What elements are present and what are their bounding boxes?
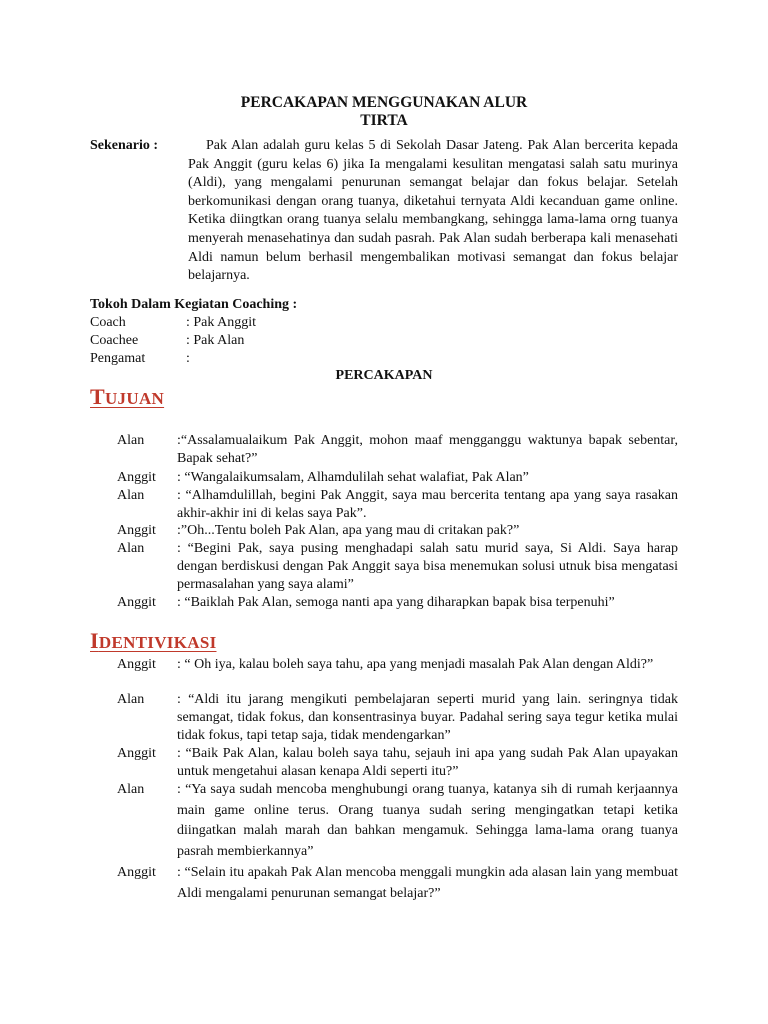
tokoh-role: Coachee	[90, 333, 139, 348]
dialog-line	[117, 469, 678, 487]
dialog-speaker: Alan	[117, 433, 145, 448]
dialog-line	[117, 863, 678, 904]
dialog-line	[117, 522, 678, 540]
dialog-speaker: Anggit	[117, 595, 156, 610]
tujuan-heading-initial: T	[90, 384, 105, 409]
dialog-line	[117, 656, 678, 674]
dialog-line	[117, 594, 678, 612]
dialog-text: : “Begini Pak, saya pusing menghadapi salah satu murid saya, Si Aldi. Saya harap dengan berdiskusi dengan Pak Anggit saya bisa menemukan solusi utnuk bisa mengatasi permasalahan yang saya alami”	[177, 541, 678, 592]
dialog-text: : “Selain itu apakah Pak Alan mencoba menggali mungkin ada alasan lain yang membuat Aldi mengalami penurunan semangat belajar?”	[177, 865, 678, 901]
identivikasi-heading-initial: I	[90, 628, 99, 653]
identivikasi-heading-rest: DENTIVIKASI	[98, 633, 217, 652]
dialog-speaker: Anggit	[117, 865, 156, 880]
dialog-text: :”Oh...Tentu boleh Pak Alan, apa yang mau di critakan pak?”	[177, 523, 520, 538]
dialog-text: : “Baiklah Pak Alan, semoga nanti apa yang diharapkan bapak bisa terpenuhi”	[177, 595, 615, 610]
dialog-text: : “Baik Pak Alan, kalau boleh saya tahu, sejauh ini apa yang sudah Pak Alan upayakan untuk mengetahui alasan kenapa Aldi seperti itu?”	[177, 746, 678, 779]
dialog-line	[117, 540, 678, 594]
title-line-2: TIRTA	[360, 112, 408, 129]
tokoh-row-coach	[90, 314, 490, 332]
percakapan-heading: PERCAKAPAN	[335, 368, 433, 383]
dialog-text: : “Alhamdulillah, begini Pak Anggit, saya mau bercerita tentang apa yang saya rasakan akhir-akhir ini di kelas saya Pak”.	[177, 488, 678, 521]
scenario-text: Pak Alan adalah guru kelas 5 di Sekolah Dasar Jateng. Pak Alan bercerita kepada Pak Anggit (guru kelas 6) jika Ia mengalami kesulitan mengatasi salah satu murinya (Aldi), yang mengalami penurunan semangat belajar dan fokus belajar. Setelah berkomunikasi dengan orang tuanya, diketahui ternyata Aldi kecanduan game online. Ketika diingtkan orang tuanya selalu membangkang, sehingga lama-lama orng tuanya menyerah menasehatinya dan sudah pasrah. Pak Alan sudah berberapa kali menasehati Aldi namun belum berhasil mengembalikan motivasi semangat dan fokus belajar belajarnya.	[188, 138, 678, 284]
dialog-text: : “Wangalaikumsalam, Alhamdulilah sehat walafiat, Pak Alan”	[177, 470, 529, 485]
dialog-text: : “ Oh iya, kalau boleh saya tahu, apa yang menjadi masalah Pak Alan dengan Aldi?”	[177, 657, 654, 672]
dialog-line	[117, 487, 678, 523]
tokoh-value: :	[186, 351, 190, 366]
document-title	[150, 94, 618, 130]
dialog-text: : “Ya saya sudah mencoba menghubungi orang tuanya, katanya sih di rumah kerjaannya main game online terus. Orang tuanya sudah sering mengingatkan tetapi ketika diingatkan malah marah dan bahkan mengamuk. Sehingga lama-lama orang tuanya pasrah membierkannya”	[177, 782, 678, 859]
dialog-speaker: Anggit	[117, 657, 156, 672]
dialog-speaker: Alan	[117, 692, 145, 707]
tokoh-role: Pengamat	[90, 351, 146, 366]
tokoh-row-coachee	[90, 332, 490, 350]
dialog-line	[117, 780, 678, 862]
dialog-line	[117, 745, 678, 781]
dialog-speaker: Anggit	[117, 470, 156, 485]
dialog-speaker: Anggit	[117, 523, 156, 538]
tujuan-heading-rest: UJUAN	[104, 389, 165, 408]
tokoh-heading: Tokoh Dalam Kegiatan Coaching :	[90, 297, 298, 312]
dialog-speaker: Alan	[117, 782, 145, 797]
tokoh-row-pengamat	[90, 350, 490, 368]
dialog-speaker: Anggit	[117, 746, 156, 761]
tokoh-value: : Pak Anggit	[186, 315, 257, 330]
dialog-text: : “Aldi itu jarang mengikuti pembelajaran seperti murid yang lain. seringnya tidak semangat, tidak fokus, dan konsentrasinya buyar. Padahal sering saya tegur ketika mulai tidak fokus, tapi tetap saja, tidak mendengarkan”	[177, 692, 678, 743]
tokoh-value: : Pak Alan	[186, 333, 245, 348]
title-line-1: PERCAKAPAN MENGGUNAKAN ALUR	[240, 94, 528, 111]
dialog-speaker: Alan	[117, 488, 145, 503]
dialog-speaker: Alan	[117, 541, 145, 556]
dialog-line	[117, 432, 678, 468]
identivikasi-heading	[90, 630, 217, 654]
tujuan-heading	[90, 386, 164, 410]
dialog-text: :“Assalamualaikum Pak Anggit, mohon maaf mengganggu waktunya bapak sebentar, Bapak sehat?”	[177, 433, 678, 466]
scenario-label: Sekenario :	[90, 138, 159, 153]
tokoh-role: Coach	[90, 315, 126, 330]
dialog-line	[117, 691, 678, 745]
